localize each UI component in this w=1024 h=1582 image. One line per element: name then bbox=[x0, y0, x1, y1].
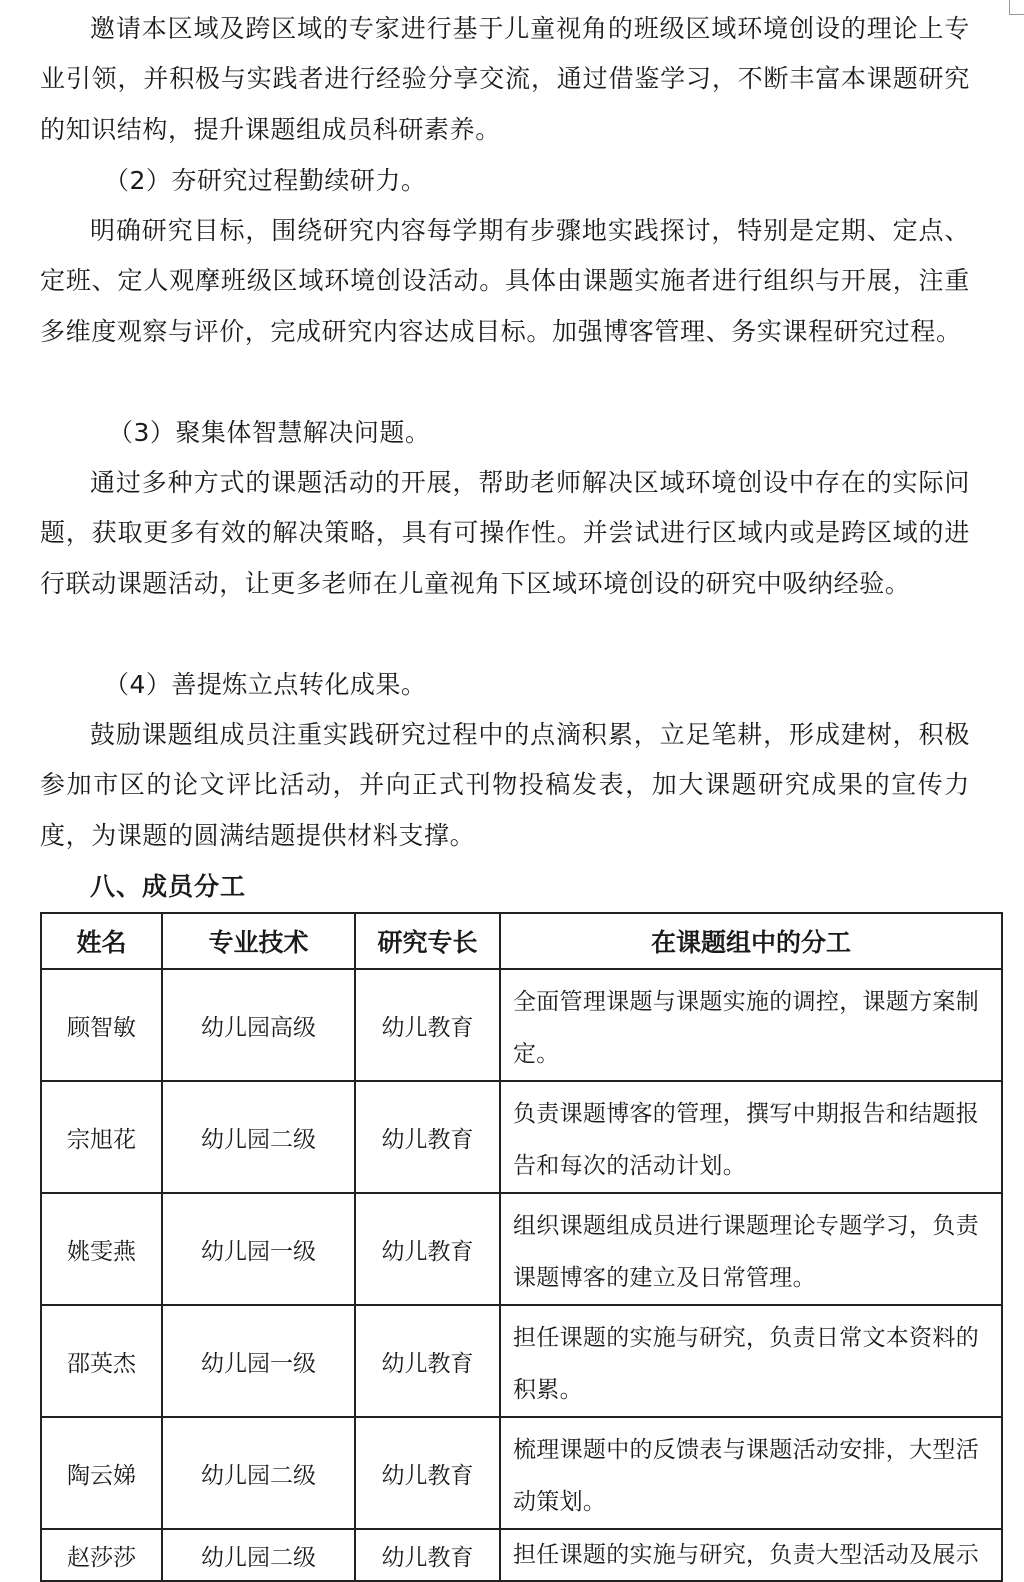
cell-role: 组织课题组成员进行课题理论专题学习，负责课题博客的建立及日常管理。 bbox=[500, 1193, 1002, 1305]
header-name: 姓名 bbox=[41, 913, 162, 969]
table-row bbox=[41, 1529, 1002, 1581]
cell-title: 幼儿园二级 bbox=[162, 1529, 355, 1581]
header-research-specialty: 研究专长 bbox=[355, 913, 500, 969]
subheading-research-process: （2）夯研究过程勤续研力。 bbox=[104, 166, 427, 195]
cell-role: 梳理课题中的反馈表与课题活动安排，大型活动策划。 bbox=[500, 1417, 1002, 1529]
cell-specialty: 幼儿教育 bbox=[355, 1417, 500, 1529]
member-roles-table bbox=[40, 912, 1003, 1582]
cell-title: 幼儿园二级 bbox=[162, 1081, 355, 1193]
cell-role: 担任课题的实施与研究，负责大型活动及展示 bbox=[500, 1529, 1002, 1581]
section-heading-member-roles: 八、成员分工 bbox=[90, 872, 247, 901]
header-professional-title: 专业技术 bbox=[162, 913, 355, 969]
cell-title: 幼儿园一级 bbox=[162, 1193, 355, 1305]
table-row bbox=[41, 1081, 1002, 1193]
paragraph-accumulate-results: 鼓励课题组成员注重实践研究过程中的点滴积累，立足笔耕，形成建树，积极参加市区的论文评比活动，并向正式刊物投稿发表，加大课题研究成果的宣传力度，为课题的圆满结题提供材料支撑。 bbox=[40, 720, 970, 850]
cell-specialty: 幼儿教育 bbox=[355, 1529, 500, 1581]
cell-title: 幼儿园二级 bbox=[162, 1417, 355, 1529]
cell-specialty: 幼儿教育 bbox=[355, 1081, 500, 1193]
cell-name: 赵莎莎 bbox=[41, 1529, 162, 1581]
table-row bbox=[41, 969, 1002, 1081]
page-corner-mark bbox=[1009, 0, 1024, 15]
cell-role: 全面管理课题与课题实施的调控，课题方案制定。 bbox=[500, 969, 1002, 1081]
paragraph-expert-guidance: 邀请本区域及跨区域的专家进行基于儿童视角的班级区域环境创设的理论上专业引领，并积极与实践者进行经验分享交流，通过借鉴学习，不断丰富本课题研究的知识结构，提升课题组成员科研素养。 bbox=[40, 14, 970, 144]
cell-name: 邵英杰 bbox=[41, 1305, 162, 1417]
cell-title: 幼儿园高级 bbox=[162, 969, 355, 1081]
cell-name: 宗旭花 bbox=[41, 1081, 162, 1193]
paragraph-research-goals: 明确研究目标，围绕研究内容每学期有步骤地实践探讨，特别是定期、定点、定班、定人观摩班级区域环境创设活动。具体由课题实施者进行组织与开展，注重多维度观察与评价，完成研究内容达成目标。加强博客管理、务实课程研究过程。 bbox=[40, 216, 970, 346]
cell-role: 担任课题的实施与研究，负责日常文本资料的积累。 bbox=[500, 1305, 1002, 1417]
paragraph-solve-problems: 通过多种方式的课题活动的开展，帮助老师解决区域环境创设中存在的实际问题，获取更多有效的解决策略，具有可操作性。并尝试进行区域内或是跨区域的进行联动课题活动，让更多老师在儿童视角下区域环境创设的研究中吸纳经验。 bbox=[40, 468, 970, 598]
table-row bbox=[41, 1305, 1002, 1417]
cell-specialty: 幼儿教育 bbox=[355, 969, 500, 1081]
table-row bbox=[41, 1193, 1002, 1305]
table-header-row bbox=[41, 913, 1002, 969]
cell-specialty: 幼儿教育 bbox=[355, 1193, 500, 1305]
subheading-collective-wisdom: （3）聚集体智慧解决问题。 bbox=[108, 418, 431, 447]
header-group-role: 在课题组中的分工 bbox=[500, 913, 1002, 969]
cell-title: 幼儿园一级 bbox=[162, 1305, 355, 1417]
cell-role: 负责课题博客的管理，撰写中期报告和结题报告和每次的活动计划。 bbox=[500, 1081, 1002, 1193]
subheading-transform-results: （4）善提炼立点转化成果。 bbox=[104, 670, 427, 699]
cell-specialty: 幼儿教育 bbox=[355, 1305, 500, 1417]
table-row bbox=[41, 1417, 1002, 1529]
cell-name: 陶云娣 bbox=[41, 1417, 162, 1529]
cell-name: 顾智敏 bbox=[41, 969, 162, 1081]
cell-name: 姚雯燕 bbox=[41, 1193, 162, 1305]
